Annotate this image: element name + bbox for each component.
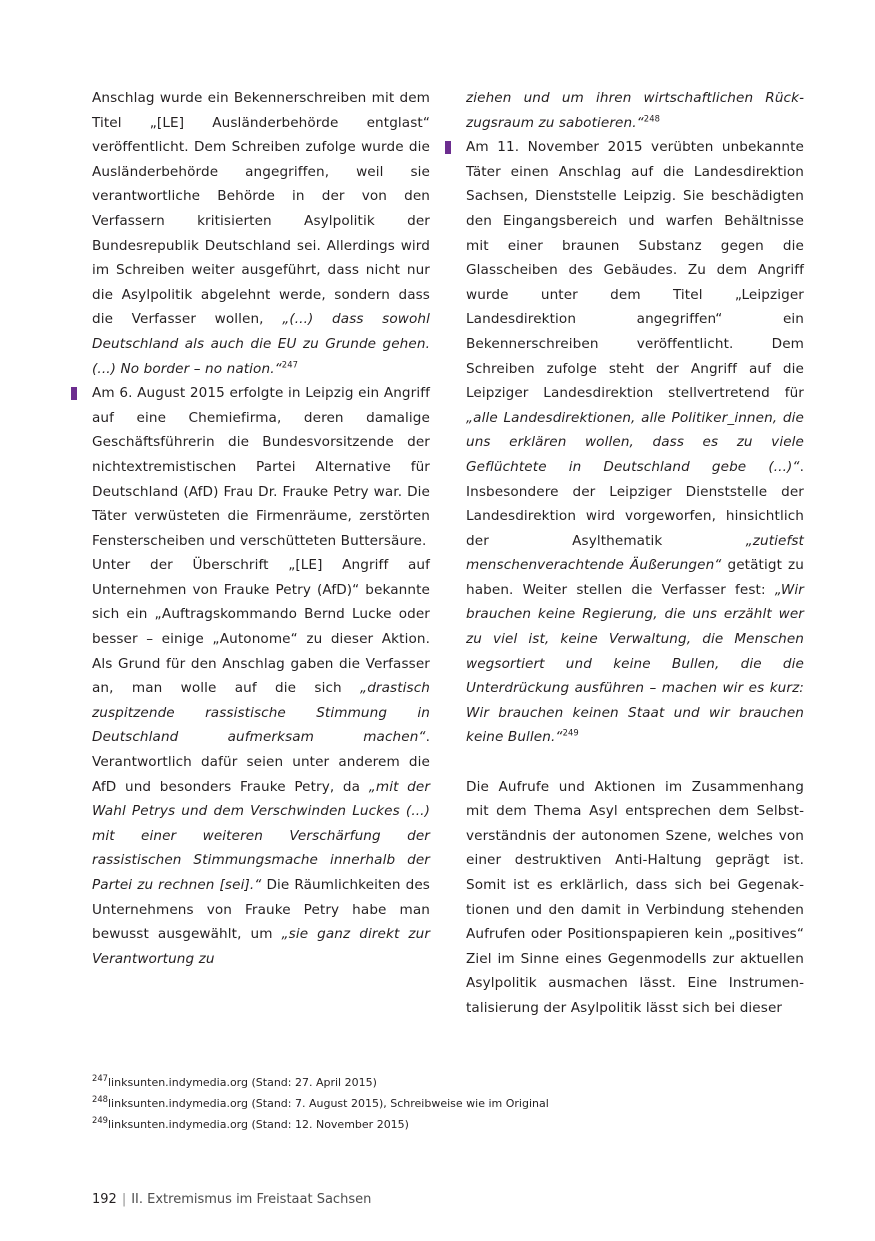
quote-text: „zutiefst menschenverachtende Äußerungen“ bbox=[466, 532, 804, 574]
right-column bbox=[466, 86, 804, 1021]
footnote-ref: 249 bbox=[562, 727, 579, 738]
quote-text: „alle Landesdirektionen, alle Politiker_innen, die uns erklären wollen, dass es zu viele Geflüchtete in Deutschland gebe (...)“ bbox=[466, 409, 804, 475]
quote-text: ziehen und um ihren wirtschaftlichen Rückzugsraum zu sabotieren.“ bbox=[466, 90, 804, 131]
footnote-item: 247linksunten.indymedia.org (Stand: 27. April 2015) bbox=[92, 1073, 377, 1089]
bullet-marker-icon bbox=[445, 141, 451, 154]
footnote-text: linksunten.indymedia.org (Stand: 27. April 2015) bbox=[108, 1076, 377, 1089]
paragraph-text: getätigt zu haben. Weiter stellen die Verfasser fest: bbox=[466, 557, 805, 598]
page-number: 192 bbox=[92, 1192, 117, 1207]
paragraph bbox=[92, 86, 430, 381]
footnote-text: linksunten.indymedia.org (Stand: 7. August 2015), Schreibweise wie im Original bbox=[108, 1097, 549, 1110]
text-columns bbox=[92, 86, 804, 1021]
paragraph-spacer bbox=[466, 750, 804, 775]
footnote-ref: 247 bbox=[281, 359, 299, 369]
paragraph bbox=[92, 553, 430, 971]
left-column bbox=[92, 86, 430, 1021]
footnote-ref: 248 bbox=[643, 113, 661, 124]
running-head: II. Extremismus im Freistaat Sachsen bbox=[131, 1192, 372, 1207]
paragraph-text: . Insbesondere der Leipziger Dienststelle der Landesdirektion wird vorgeworfen, hinsichtlich der Asylthematik bbox=[466, 458, 804, 549]
paragraph-text: Am 11. November 2015 verübten unbekannte Täter einen Anschlag auf die Landesdirektion Sachsen, Dienststelle Leipzig. Sie beschädigten den Eingangsbereich und warfen Behältnisse mit einer braunen Substanz gegen die Glasscheiben des Gebäudes. Zu dem Angriff wurde unter dem Titel „Leipziger Landesdirektion angegriffen“ ein Bekennerschreiben veröffentlicht. Dem Schreiben zufolge steht der Angriff auf die Leipziger Landesdirektion stellvertretend für bbox=[466, 139, 804, 402]
footer-separator: | bbox=[121, 1192, 127, 1207]
footnote-item: 249linksunten.indymedia.org (Stand: 12. November 2015) bbox=[92, 1115, 409, 1131]
paragraph-text: Am 6. August 2015 erfolgte in Leipzig ein Angriff auf eine Chemiefirma, deren damalige Geschäftsführerin die Bundesvorsitzende der nichtextremistischen Partei Alternative für Deutschland (AfD) Frau Dr. Frauke Petry war. Die Täter verwüsteten die Firmenräume, zerstörten Fensterscheiben und verschütteten Buttersäure. bbox=[92, 385, 430, 549]
paragraph bbox=[466, 775, 804, 1021]
bullet-marker-icon bbox=[71, 387, 77, 400]
paragraph-text: Die Aufrufe und Aktionen im Zusammenhang mit dem Thema Asyl entsprechen dem Selbstverständnis der autonomen Szene, welches von einer destruktiven Anti-Haltung geprägt ist. Somit ist es erklärlich, dass sich bei Gegenaktionen und den damit in Verbindung stehenden Aufrufen oder Positionspapieren kein „positives“ Ziel im Sinne eines Gegenmodells zur aktuellen Asylpolitik ausmachen lässt. Eine Instrumentalisierung der Asylpolitik lässt sich bei dieser bbox=[466, 778, 804, 1016]
quote-text: „(...) dass sowohl Deutschland als auch die EU zu Grunde gehen. (...) No border – no nation.“ bbox=[92, 311, 430, 377]
paragraph-bulleted bbox=[92, 381, 430, 553]
paragraph-text: Die Räumlichkeiten des Unternehmens von Frauke Petry habe man bewusst ausgewählt, um bbox=[92, 877, 430, 943]
footnotes-block bbox=[92, 1072, 804, 1135]
paragraph-text: . Verantwortlich dafür seien unter anderem die AfD und besonders Frauke Petry, da bbox=[92, 729, 430, 795]
paragraph-text: Anschlag wurde ein Bekennerschreiben mit dem Titel „[LE] Ausländerbehörde entglast“ veröffentlicht. Dem Schreiben zufolge wurde die Ausländerbehörde angegriffen, weil sie verantwortliche Behörde in der von den Verfassern kritisierten Asylpolitik der Bundesrepublik Deutschland sei. Allerdings wird im Schreiben weiter ausgeführt, dass nicht nur die Asylpolitik abgelehnt werde, sondern dass die Verfasser wollen, bbox=[92, 90, 430, 328]
footnote-item: 248linksunten.indymedia.org (Stand: 7. August 2015), Schreibweise wie im Original bbox=[92, 1094, 549, 1110]
footnote-text: linksunten.indymedia.org (Stand: 12. November 2015) bbox=[108, 1118, 409, 1131]
quote-text: „mit der Wahl Petrys und dem Verschwinden Luckes (...) mit einer weiteren Verschärfung der rassistischen Stimmungsmache innerhalb der Partei zu rechnen [sei].“ bbox=[92, 778, 431, 893]
page-footer bbox=[92, 1192, 804, 1207]
paragraph-bulleted bbox=[466, 135, 804, 750]
paragraph bbox=[466, 86, 804, 135]
paragraph-text: Unter der Überschrift „[LE] Angriff auf Unternehmen von Frauke Petry (AfD)“ bekannte sich ein „Auftragskommando Bernd Lucke oder besser – einige „Autonome“ zu dieser Aktion. Als Grund für den Anschlag gaben die Verfasser an, man wolle auf die sich bbox=[92, 557, 430, 697]
quote-text: „drastisch zuspitzende rassistische Stimmung in Deutschland aufmerksam machen“ bbox=[92, 680, 430, 746]
quote-text: „sie ganz direkt zur Verantwortung zu bbox=[92, 926, 431, 967]
quote-text: „Wir brauchen keine Regierung, die uns erzählt wer zu viel ist, keine Verwaltung, die Menschen wegsortiert und keine Bullen, die die Unterdrückung ausführen – machen wir es kurz: Wir brauchen keinen Staat und wir brauchen keine Bullen.“ bbox=[466, 581, 804, 746]
